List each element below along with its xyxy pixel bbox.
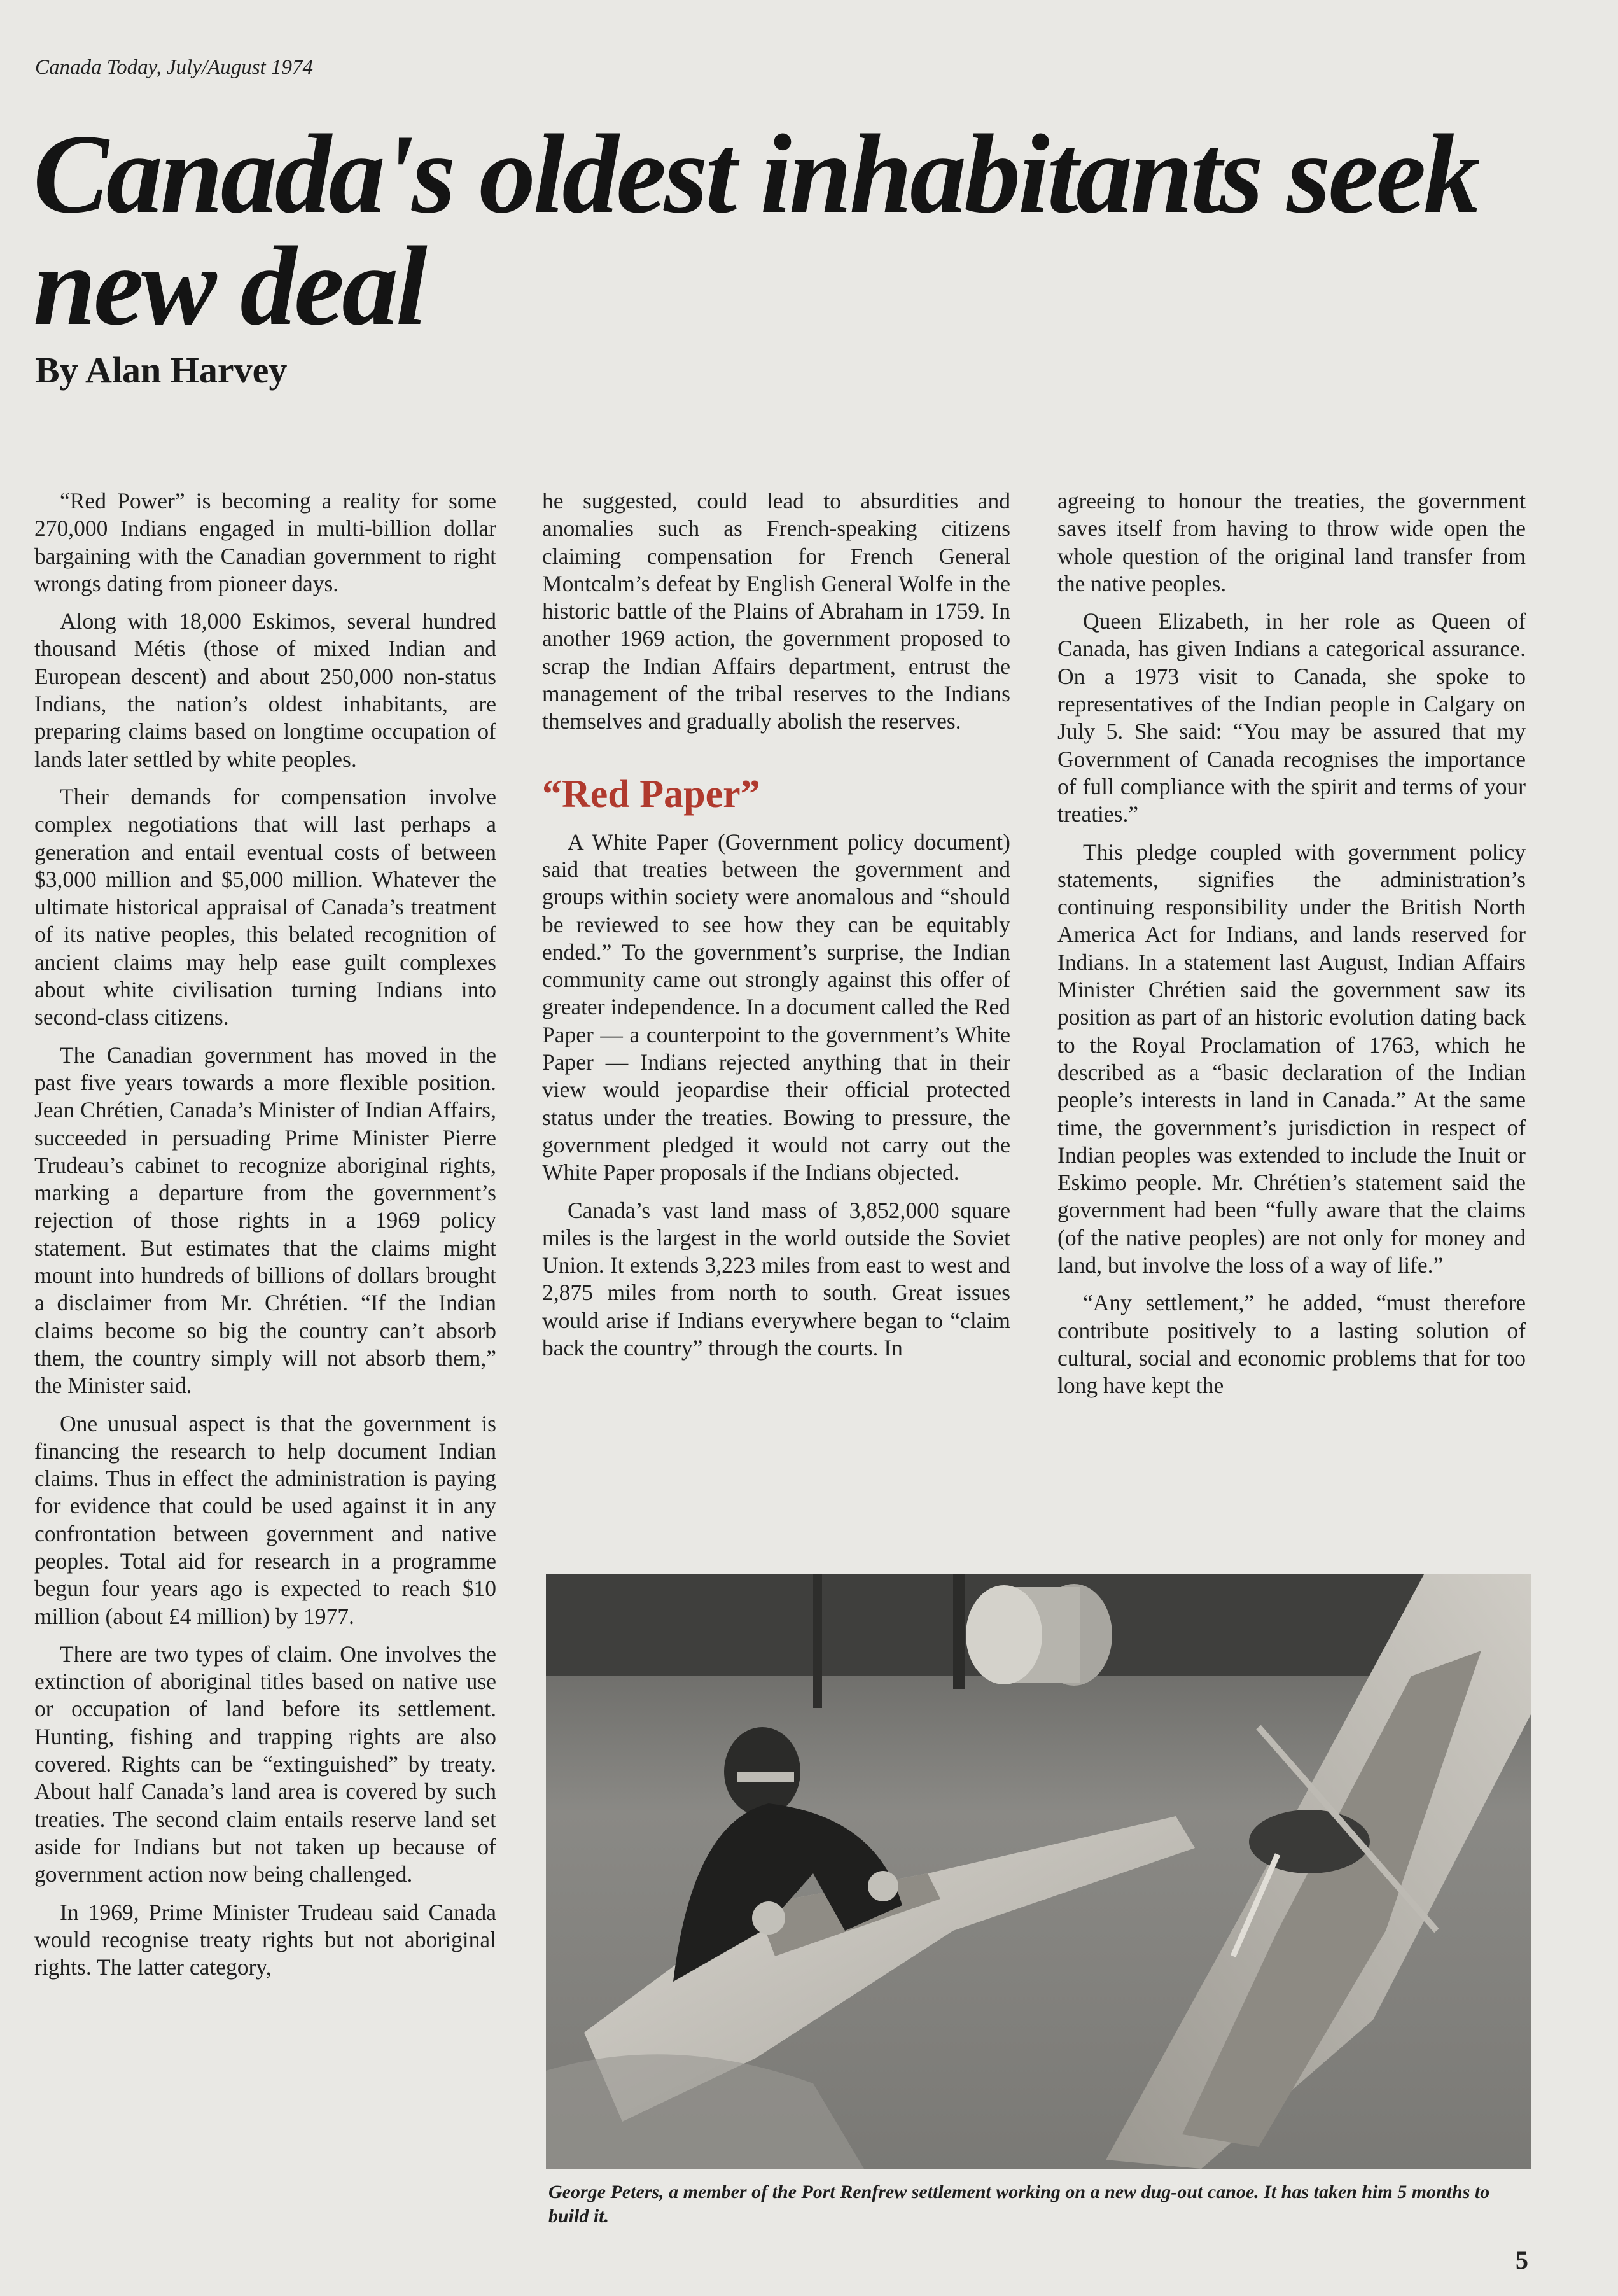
article-column-3 [1057,487,1526,1410]
byline: By Alan Harvey [35,349,288,391]
paragraph: Along with 18,000 Eskimos, several hundred thousand Métis (those of mixed Indian and European descent) and about 250,000 non-status Indians, the nation’s oldest inhabitants, are preparing claims based on longtime occupation of lands later settled by white peoples. [34,608,496,772]
log-face [966,1585,1042,1684]
paragraph: agreeing to honour the treaties, the government saves itself from having to throw wide open the whole question of the original land transfer from the native peoples. [1057,488,1526,596]
paragraph: The Canadian government has moved in the past five years towards a more flexible position. Jean Chrétien, Canada’s Minister of Indian Affairs, succeeded in persuading Prime Minister Pierre Trudeau’s cabinet to recognize aboriginal rights, marking a departure from the government’s rejection of those rights in a 1969 policy statement. But estimates that the claims might mount into hundreds of billions of dollars brought a disclaimer from Mr. Chrétien. “If the Indian claims become so big the country can’t absorb them, the country simply will not absorb them,” the Minister said. [34,1042,496,1399]
tree-trunk [953,1574,965,1689]
subheading: “Red Paper” [542,772,760,816]
pack [1249,1810,1370,1873]
tree-trunk [813,1574,822,1708]
paragraph: Their demands for compensation involve complex negotiations that will last perhaps a generation and entail eventual costs of between $3,000 million and $5,000 million. Whatever the ultimate historical appraisal of Canada’s treatment of its native peoples, this belated recognition of ancient claims may help ease guilt complexes about white civilisation turning Indians into second-class citizens. [34,783,496,1030]
paragraph: This pledge coupled with government policy statements, signifies the administration’s continuing responsibility under the British North America Act for Indians, and lands reserved for Indians. In a statement last August, Indian Affairs Minister Chrétien said the government saw its position as part of an historic evolution dating back to the Royal Proclamation of 1763, which he described as a “basic declaration of the Indian people’s interests in land in Canada.” At the same time, the government’s jurisdiction in respect of Indian peoples was extended to include the Inuit or Eskimo people. Mr. Chrétien’s statement said the government had been “fully aware that the claims (of the native peoples) are not only for money and land, but involve the loss of a way of life.” [1057,839,1526,1278]
paragraph: A White Paper (Government policy document) said that treaties between the government and groups within society were anomalous and “should be reviewed to see how they can be equitably ended.” To the government’s surprise, the Indian community came out strongly against this offer of greater independence. In a document called the Red Paper — a counterpoint to the government’s White Paper — Indians rejected anything that in their view would jeopardise their official protected status under the treaties. Bowing to pressure, the government pledged it would not carry out the White Paper proposals if the Indians objected. [542,829,1010,1186]
glasses [737,1772,794,1782]
photo-caption: George Peters, a member of the Port Renfrew settlement working on a new dug-out canoe. It has taken him 5 months to build it. [548,2181,1490,2227]
photo-illustration [546,1574,1531,2169]
article-column-1 [34,487,496,1991]
page-number: 5 [1516,2246,1528,2274]
headline: Canada's oldest inhabitants seek new deal [33,111,1478,349]
article-column-2 [542,487,1010,1372]
hand [752,1901,785,1935]
running-head: Canada Today, July/August 1974 [35,56,313,79]
paragraph: There are two types of claim. One involves the extinction of aboriginal titles based on native use or occupation of land before its settlement. Hunting, fishing and trapping rights are also covered. Rights can be “extinguished” by treaty. About half Canada’s land area is covered by such treaties. The second claim entails reserve land set aside for Indians but not taken up because of government action now being challenged. [34,1641,496,1887]
paragraph: Queen Elizabeth, in her role as Queen of Canada, has given Indians a categorical assurance. On a 1973 visit to Canada, she spoke to representatives of the Indian people in Calgary on July 5. She said: “You may be assured that my Government of Canada recognises the importance of full compliance with the spirit and terms of your treaties.” [1057,608,1526,827]
paragraph: Canada’s vast land mass of 3,852,000 square miles is the largest in the world outside the Soviet Union. It extends 3,223 miles from east to west and 2,875 miles from north to south. Great issues would arise if Indians everywhere began to “claim back the country” through the courts. In [542,1197,1010,1361]
paragraph: “Red Power” is becoming a reality for some 270,000 Indians engaged in multi-billion dollar bargaining with the Canadian government to right wrongs dating from pioneer days. [34,488,496,596]
canoe-photo [546,1574,1531,2169]
paragraph: he suggested, could lead to absurdities and anomalies such as French-speaking citizens claiming compensation for French General Montcalm’s defeat by English General Wolfe in the historic battle of the Plains of Abraham in 1759. In another 1969 action, the government proposed to scrap the Indian Affairs department, entrust the management of the tribal reserves to the Indians themselves and gradually abolish the reserves. [542,488,1010,734]
paragraph: One unusual aspect is that the government is financing the research to help document Indian claims. Thus in effect the administration is paying for evidence that could be used against it in any confrontation between government and native peoples. Total aid for research in a programme begun four years ago is expected to reach $10 million (about £4 million) by 1977. [34,1410,496,1629]
paragraph: In 1969, Prime Minister Trudeau said Canada would recognise treaty rights but not aboriginal rights. The latter category, [34,1899,496,1980]
paragraph: “Any settlement,” he added, “must therefore contribute positively to a lasting solution of cultural, social and economic problems that for too long have kept the [1057,1290,1526,1399]
hand [868,1871,898,1901]
